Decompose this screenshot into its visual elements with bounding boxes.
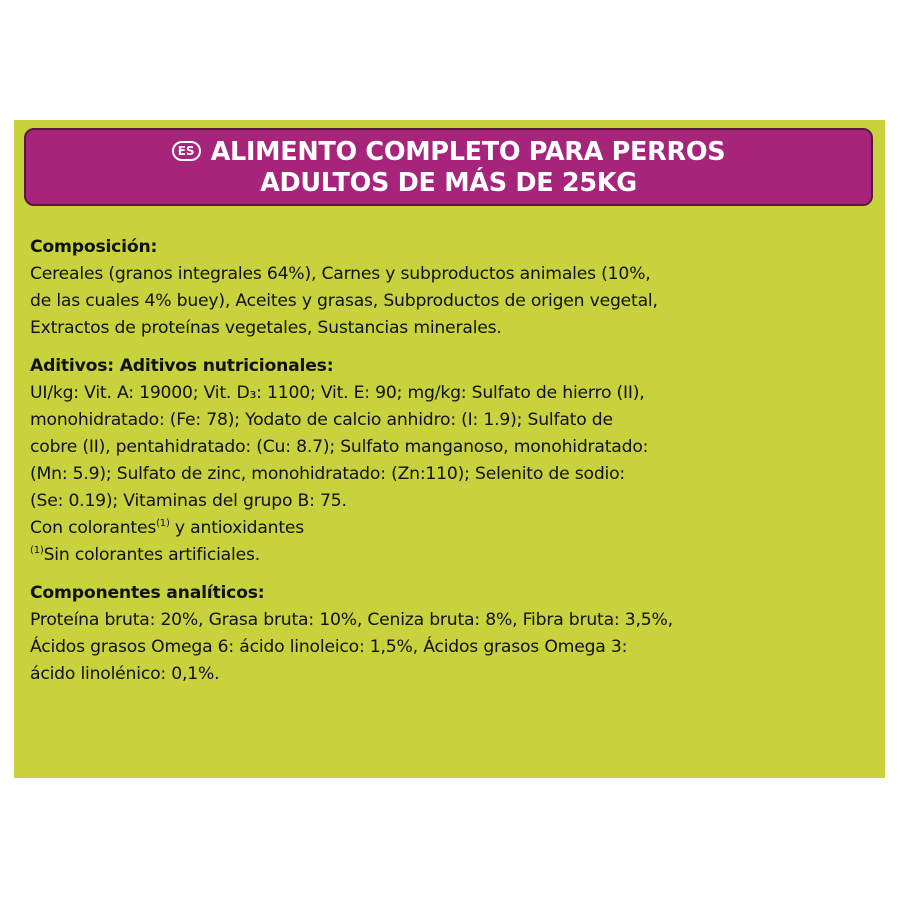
title-line-2: ADULTOS DE MÁS DE 25KG bbox=[260, 168, 637, 198]
section-composicion bbox=[30, 234, 880, 342]
aditivos-line: UI/kg: Vit. A: 19000; Vit. D₃: 1100; Vit. E: 90; mg/kg: Sulfato de hierro (II), bbox=[30, 383, 645, 403]
label-content bbox=[30, 234, 880, 699]
section-aditivos bbox=[30, 353, 880, 569]
footnote-line bbox=[30, 542, 880, 569]
analiticos-heading: Componentes analíticos: bbox=[30, 583, 265, 603]
composicion-line: Extractos de proteínas vegetales, Sustancias minerales. bbox=[30, 318, 502, 338]
aditivos-line: monohidratado: (Fe: 78); Yodato de calcio anhidro: (I: 1.9); Sulfato de bbox=[30, 410, 613, 430]
antioxidantes-text: y antioxidantes bbox=[169, 518, 305, 538]
composicion-line: Cereales (granos integrales 64%), Carnes y subproductos animales (10%, bbox=[30, 264, 651, 284]
composicion-heading: Composición: bbox=[30, 237, 158, 257]
aditivos-heading: Aditivos: Aditivos nutricionales: bbox=[30, 356, 334, 376]
colorantes-text: Con colorantes bbox=[30, 518, 157, 538]
analiticos-line: ácido linolénico: 0,1%. bbox=[30, 664, 220, 684]
analiticos-line: Proteína bruta: 20%, Grasa bruta: 10%, Ceniza bruta: 8%, Fibra bruta: 3,5%, bbox=[30, 610, 673, 630]
title-banner bbox=[24, 128, 873, 206]
composicion-line: de las cuales 4% buey), Aceites y grasas, Subproductos de origen vegetal, bbox=[30, 291, 658, 311]
title-line-1 bbox=[26, 137, 871, 168]
aditivos-line: cobre (II), pentahidratado: (Cu: 8.7); Sulfato manganoso, monohidratado: bbox=[30, 437, 649, 457]
footnote-marker: (1) bbox=[30, 545, 44, 556]
colorantes-line bbox=[30, 515, 880, 542]
title-text-1: ALIMENTO COMPLETO PARA PERROS bbox=[210, 137, 726, 167]
label-panel bbox=[14, 120, 885, 778]
footnote-text: Sin colorantes artificiales. bbox=[43, 545, 260, 565]
aditivos-line: (Se: 0.19); Vitaminas del grupo B: 75. bbox=[30, 491, 347, 511]
aditivos-line: (Mn: 5.9); Sulfato de zinc, monohidratado: (Zn:110); Selenito de sodio: bbox=[30, 464, 626, 484]
footnote-marker: (1) bbox=[156, 518, 170, 529]
section-analiticos bbox=[30, 580, 880, 688]
analiticos-line: Ácidos grasos Omega 6: ácido linoleico: 1,5%, Ácidos grasos Omega 3: bbox=[30, 637, 628, 657]
language-badge: ES bbox=[172, 141, 201, 161]
